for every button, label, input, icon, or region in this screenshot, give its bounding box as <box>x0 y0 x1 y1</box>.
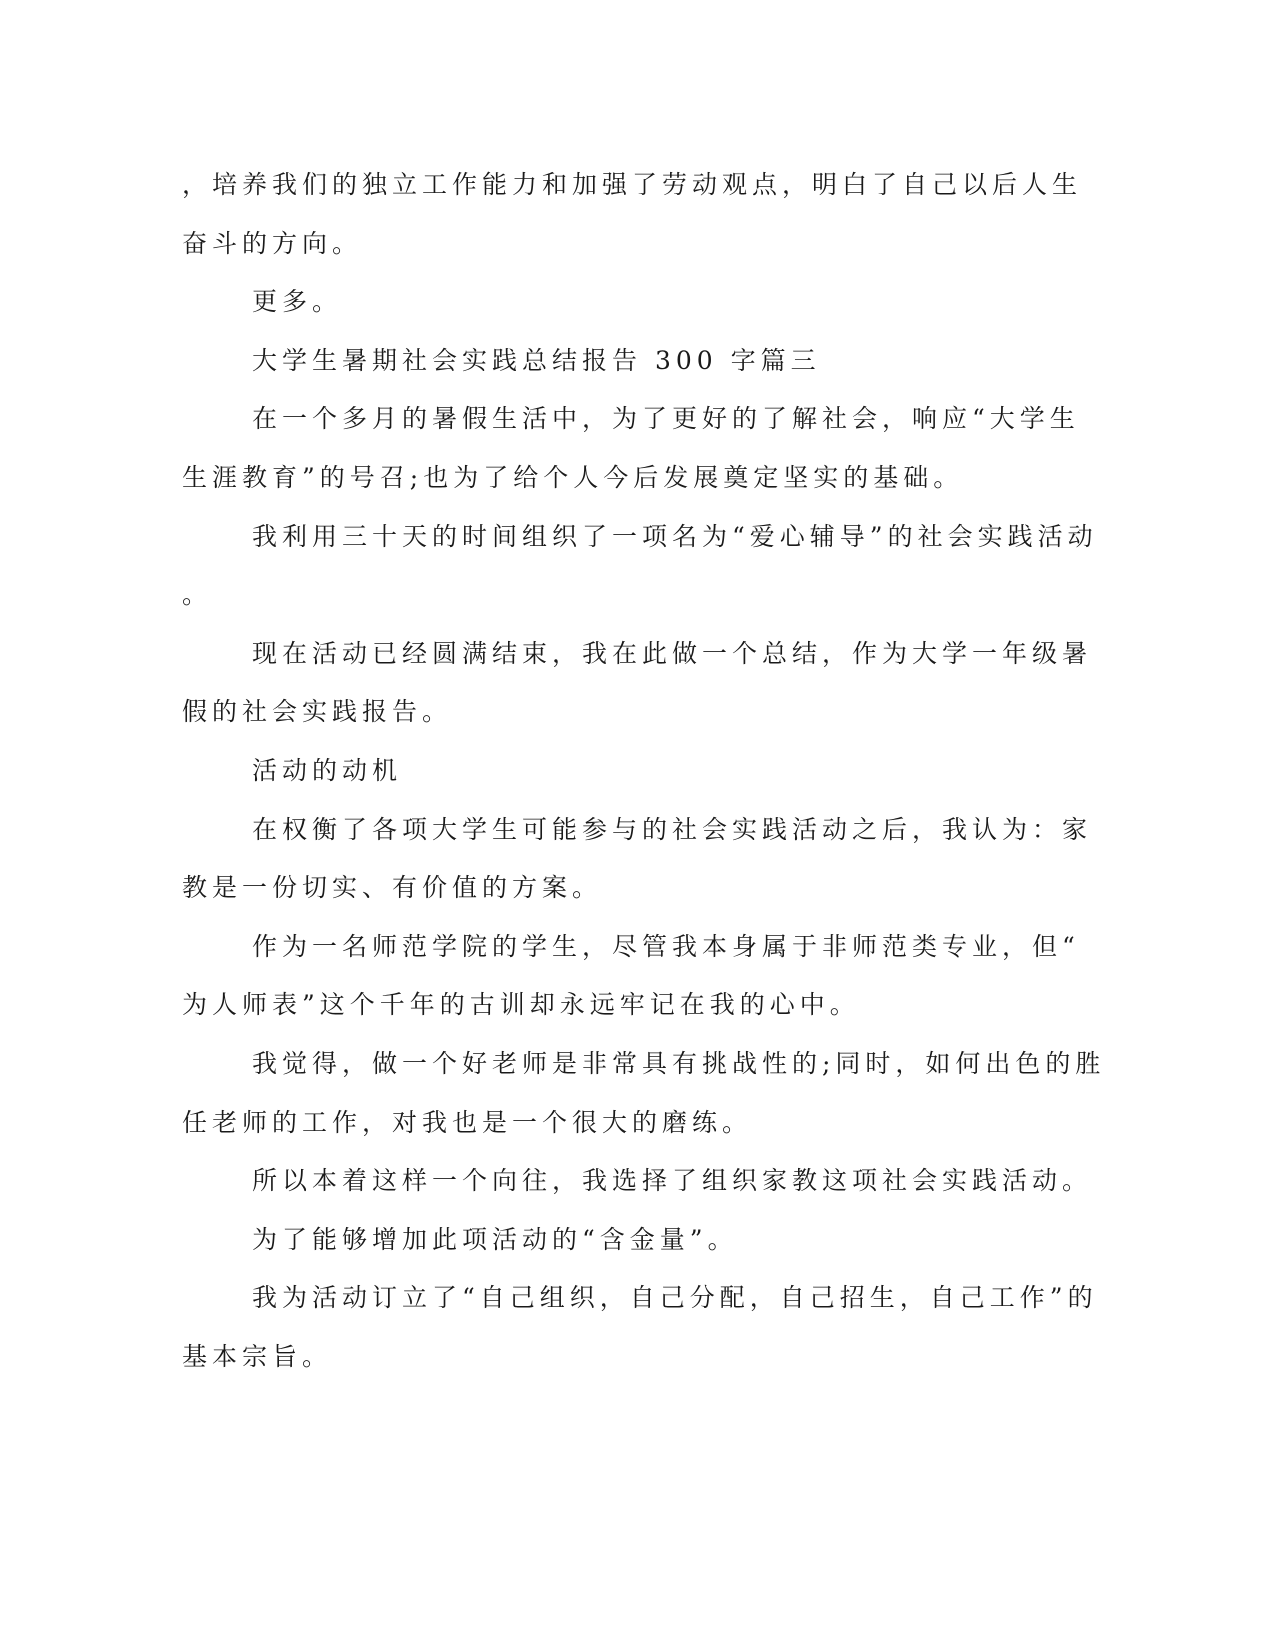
text-line-6: 生涯教育”的号召;也为了给个人今后发展奠定坚实的基础。 <box>182 462 964 492</box>
text-line-17: 任老师的工作，对我也是一个很大的磨练。 <box>182 1107 753 1137</box>
subheading-motivation: 活动的动机 <box>252 755 403 785</box>
document-body <box>182 156 1106 1386</box>
text-line-8: 。 <box>182 580 213 610</box>
text-line-10: 假的社会实践报告。 <box>182 697 453 727</box>
text-line-20: 我为活动订立了“自己组织，自己分配，自己招生，自己工作”的 <box>252 1283 1098 1313</box>
text-line-1: ，培养我们的独立工作能力和加强了劳动观点，明白了自己以后人生 <box>182 170 1083 199</box>
text-line-13: 教是一份切实、有价值的方案。 <box>182 873 603 903</box>
text-line-18: 所以本着这样一个向往，我选择了组织家教这项社会实践活动。 <box>252 1166 1093 1196</box>
text-line-14: 作为一名师范学院的学生，尽管我本身属于非师范类专业，但“ <box>252 931 1080 961</box>
text-line-21: 基本宗旨。 <box>182 1341 333 1371</box>
text-line-5: 在一个多月的暑假生活中，为了更好的了解社会，响应“大学生 <box>252 404 1080 434</box>
text-line-2: 奋斗的方向。 <box>182 228 363 258</box>
text-line-3: 更多。 <box>252 287 343 317</box>
text-line-7: 我利用三十天的时间组织了一项名为“爱心辅导”的社会实践活动 <box>252 521 1098 551</box>
text-line-15: 为人师表”这个千年的古训却永远牢记在我的心中。 <box>182 990 860 1020</box>
text-line-16: 我觉得，做一个好老师是非常具有挑战性的;同时，如何出色的胜 <box>252 1048 1106 1078</box>
text-line-19: 为了能够增加此项活动的“含金量”。 <box>252 1224 738 1254</box>
section-heading: 大学生暑期社会实践总结报告 300 字篇三 <box>252 345 821 375</box>
text-line-12: 在权衡了各项大学生可能参与的社会实践活动之后，我认为：家 <box>252 814 1093 844</box>
text-line-9: 现在活动已经圆满结束，我在此做一个总结，作为大学一年级暑 <box>252 638 1093 668</box>
